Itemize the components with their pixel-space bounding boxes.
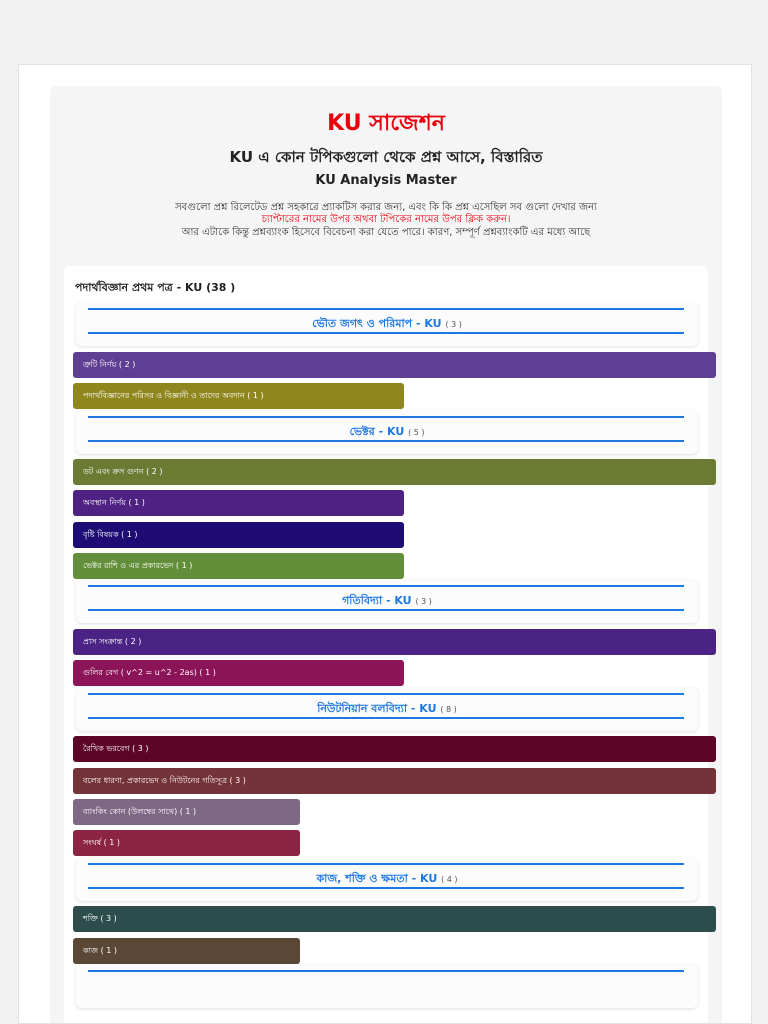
topic-bar[interactable]: অবস্থান নির্ণয় ( 1 ) (73, 490, 404, 516)
chapter-count: ( 4 ) (441, 875, 458, 884)
brand-name: KU Analysis Master (315, 173, 457, 188)
chapter-card[interactable] (76, 857, 698, 901)
chapter-card[interactable] (76, 964, 698, 1008)
chapter-count: ( 8 ) (440, 705, 457, 714)
chapter-divider (88, 693, 684, 695)
chapter-divider (88, 332, 684, 334)
page-subtitle: KU এ কোন টপিকগুলো থেকে প্রশ্ন আসে, বিস্তারিত (229, 148, 543, 166)
topic-bar[interactable]: গুলির বেগ ( v^2 = u^2 - 2as) ( 1 ) (73, 660, 404, 686)
chapter-count: ( 5 ) (408, 428, 425, 437)
topic-bar[interactable]: বলের ধারণা, প্রকারভেদ ও নিউটনের গতিসূত্র ( 3 ) (73, 768, 716, 794)
chapter-name: গতিবিদ্যা - KU (342, 594, 412, 607)
chapter-divider (88, 717, 684, 719)
subject-title: পদার্থবিজ্ঞান প্রথম পত্র - KU (38 ) (75, 281, 236, 294)
topic-bar[interactable]: পদার্থবিজ্ঞানের পরিসর ও বিজ্ঞানী ও তাদের অবদান ( 1 ) (73, 383, 404, 409)
chapter-divider (88, 440, 684, 442)
chapter-name: ভৌত জগৎ ও পরিমাপ - KU (312, 317, 442, 330)
chapter-name: কাজ, শক্তি ও ক্ষমতা - KU (316, 872, 438, 885)
chapter-name: নিউটনিয়ান বলবিদ্যা - KU (317, 702, 437, 715)
chapter-card[interactable] (76, 579, 698, 623)
chapter-divider (88, 609, 684, 611)
chapter-divider (88, 863, 684, 865)
chapter-divider (88, 416, 684, 418)
topic-bar[interactable]: ত্রুটি নির্ণয় ( 2 ) (73, 352, 716, 378)
topic-bar[interactable]: বৃষ্টি বিষয়ক ( 1 ) (73, 522, 404, 548)
chapter-divider (88, 887, 684, 889)
chapter-card[interactable] (76, 302, 698, 346)
topic-bar[interactable]: সংঘর্ষ ( 1 ) (73, 830, 300, 856)
topic-bar[interactable]: কাজ ( 1 ) (73, 938, 300, 964)
topic-bar[interactable]: প্রাস সংক্রান্ত ( 2 ) (73, 629, 716, 655)
page-container (18, 64, 752, 1024)
chapter-card[interactable] (76, 410, 698, 454)
chapter-card[interactable] (76, 687, 698, 731)
description-line-3: আর এটাকে কিন্তু প্রশ্নব্যাংক হিসেবে বিবেচনা করা যেতে পারে। কারণ, সম্পূর্ণ প্রশ্নব্যাংকটি এর মধ্যে আছে (181, 227, 591, 238)
topic-bar[interactable]: রৈখিক ভরবেগ ( 3 ) (73, 736, 716, 762)
description-line-2: চ্যাপ্টারের নামের উপর অথবা টপিকের নামের উপর ক্লিক করুন। (261, 214, 511, 225)
chapter-divider (88, 585, 684, 587)
topic-bar[interactable]: ডট এবং ক্রস গুণন ( 2 ) (73, 459, 716, 485)
chapter-divider (88, 308, 684, 310)
topic-bar[interactable]: ব্যাংকিং কোন (উলম্বের সাথে) ( 1 ) (73, 799, 300, 825)
chapter-divider (88, 970, 684, 972)
chapter-count: ( 3 ) (415, 597, 432, 606)
chapter-name: ভেক্টর - KU (349, 425, 405, 438)
topic-bar[interactable]: ভেক্টর রাশি ও এর প্রকারভেদ ( 1 ) (73, 553, 404, 579)
chapter-count: ( 3 ) (445, 320, 462, 329)
description-line-1: সবগুলো প্রশ্ন রিলেটেড প্রশ্ন সহকারে প্র্যাকটিস করার জন্য, এবং কি কি প্রশ্ন এসেছিল সব গুলো দেখার জন্য (175, 202, 597, 213)
page-title: KU সাজেশন (327, 111, 445, 136)
topic-bar[interactable]: শক্তি ( 3 ) (73, 906, 716, 932)
